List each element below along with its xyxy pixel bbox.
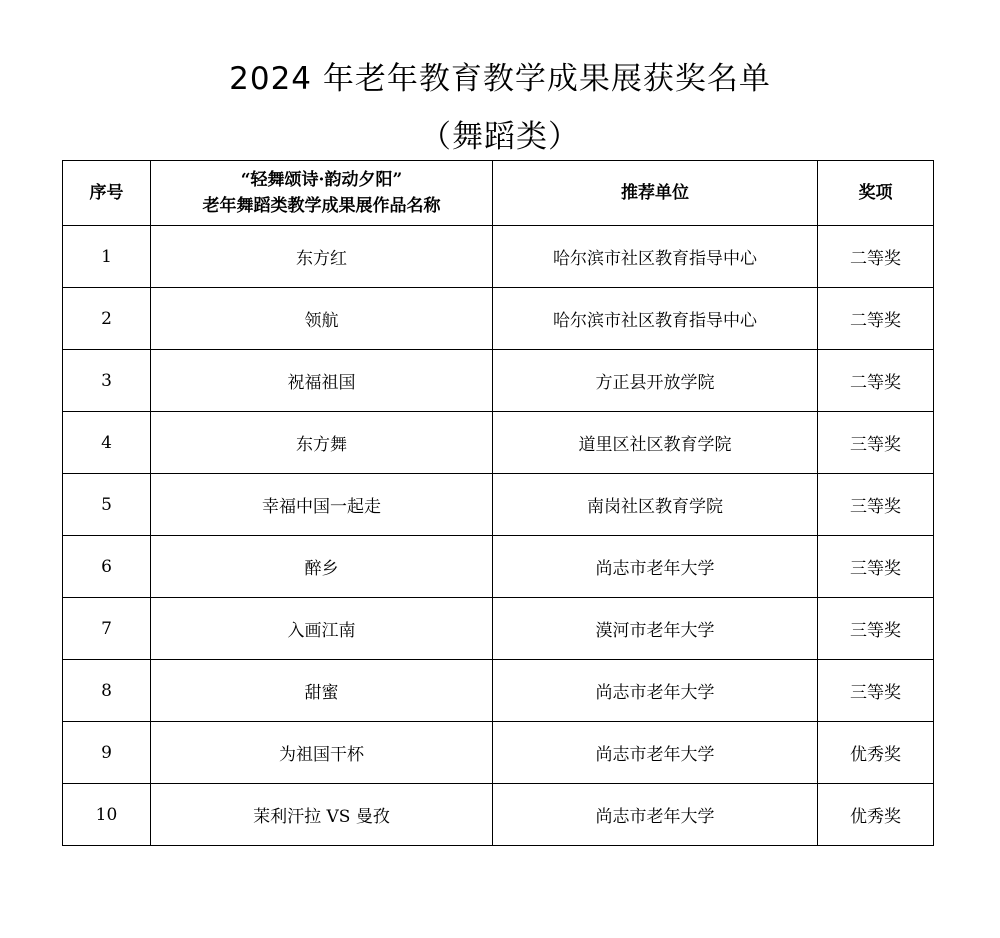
table-header-row (63, 161, 934, 226)
table-row (63, 350, 934, 412)
cell-unit: 尚志市老年大学 (493, 536, 818, 598)
cell-index: 5 (63, 474, 151, 536)
cell-index: 9 (63, 722, 151, 784)
cell-index: 10 (63, 784, 151, 846)
cell-award: 二等奖 (818, 350, 934, 412)
cell-unit: 尚志市老年大学 (493, 660, 818, 722)
cell-index: 4 (63, 412, 151, 474)
cell-index: 2 (63, 288, 151, 350)
cell-index: 6 (63, 536, 151, 598)
cell-unit: 南岗社区教育学院 (493, 474, 818, 536)
cell-work-name: 醉乡 (151, 536, 493, 598)
cell-unit: 哈尔滨市社区教育指导中心 (493, 288, 818, 350)
cell-work-name: 茉利汗拉 VS 曼孜 (151, 784, 493, 846)
cell-work-name: 祝福祖国 (151, 350, 493, 412)
header-work-name (151, 161, 493, 226)
table-row (63, 412, 934, 474)
cell-unit: 哈尔滨市社区教育指导中心 (493, 226, 818, 288)
header-work-name-line1: “轻舞颂诗·韵动夕阳” (240, 170, 403, 190)
cell-award: 三等奖 (818, 536, 934, 598)
cell-award: 三等奖 (818, 598, 934, 660)
cell-unit: 尚志市老年大学 (493, 722, 818, 784)
cell-work-name: 东方红 (151, 226, 493, 288)
cell-work-name: 领航 (151, 288, 493, 350)
table-row (63, 226, 934, 288)
table-row (63, 784, 934, 846)
cell-award: 三等奖 (818, 660, 934, 722)
cell-work-name: 入画江南 (151, 598, 493, 660)
header-award: 奖项 (818, 161, 934, 226)
cell-index: 1 (63, 226, 151, 288)
cell-award: 优秀奖 (818, 722, 934, 784)
cell-unit: 方正县开放学院 (493, 350, 818, 412)
header-index: 序号 (63, 161, 151, 226)
cell-index: 3 (63, 350, 151, 412)
awards-table (62, 160, 934, 846)
document-title: 2024 年老年教育教学成果展获奖名单 (229, 61, 771, 97)
cell-award: 优秀奖 (818, 784, 934, 846)
cell-work-name: 为祖国干杯 (151, 722, 493, 784)
cell-index: 7 (63, 598, 151, 660)
cell-award: 二等奖 (818, 226, 934, 288)
cell-unit: 尚志市老年大学 (493, 784, 818, 846)
table-row (63, 474, 934, 536)
cell-award: 三等奖 (818, 412, 934, 474)
cell-work-name: 幸福中国一起走 (151, 474, 493, 536)
header-recommending-unit: 推荐单位 (493, 161, 818, 226)
table-row (63, 536, 934, 598)
table-row (63, 722, 934, 784)
cell-award: 二等奖 (818, 288, 934, 350)
cell-work-name: 东方舞 (151, 412, 493, 474)
cell-work-name: 甜蜜 (151, 660, 493, 722)
header-work-name-line2: 老年舞蹈类教学成果展作品名称 (202, 196, 441, 216)
table-row (63, 660, 934, 722)
cell-unit: 道里区社区教育学院 (493, 412, 818, 474)
document-subtitle: （舞蹈类） (420, 119, 580, 155)
cell-index: 8 (63, 660, 151, 722)
table-row (63, 598, 934, 660)
cell-award: 三等奖 (818, 474, 934, 536)
cell-unit: 漠河市老年大学 (493, 598, 818, 660)
table-row (63, 288, 934, 350)
